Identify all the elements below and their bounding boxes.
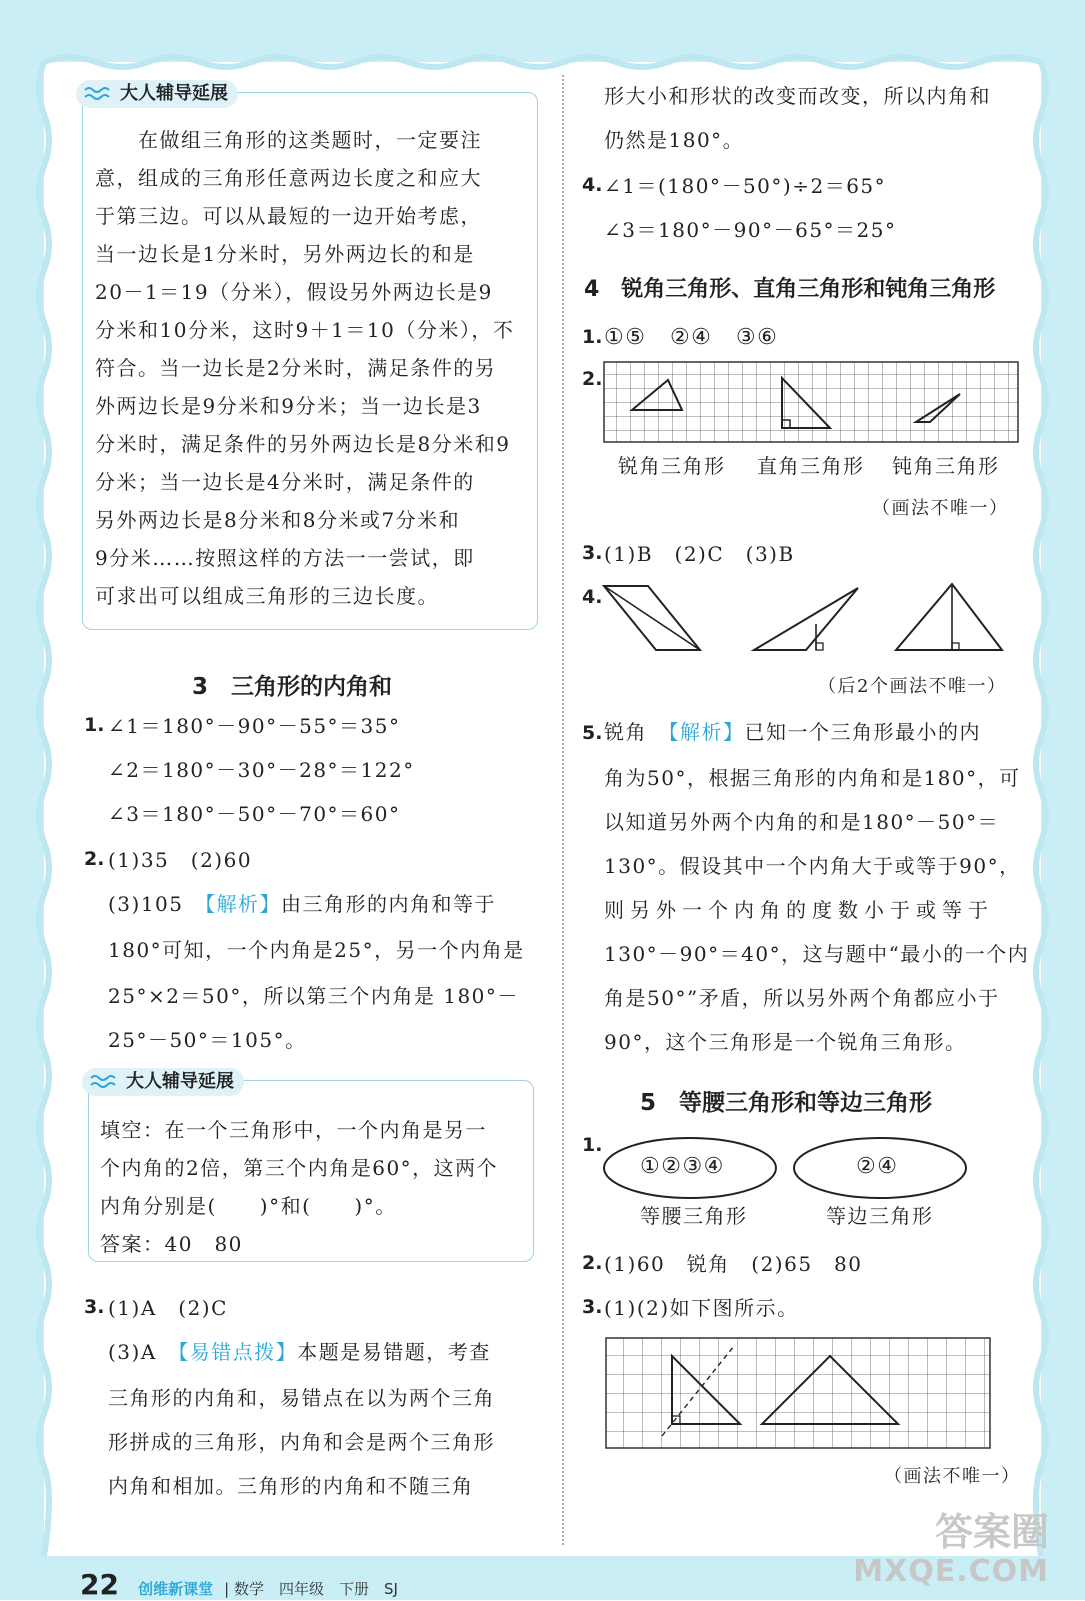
question-number: 3. <box>582 1296 603 1318</box>
answer-line: 角为50°，根据三角形的内角和是180°，可 <box>604 766 1021 790</box>
tutor-box-1-title: 大人辅导延展 <box>120 83 228 104</box>
watermark <box>853 1512 1049 1592</box>
question-number: 3. <box>582 542 603 564</box>
text-line: 外两边长是9分米和9分米；当一边长是3 <box>95 394 482 418</box>
text-line: 9分米……按照这样的方法一一尝试，即 <box>95 546 475 570</box>
answer-line: (1)(2)如下图所示。 <box>604 1296 799 1320</box>
question-number: 4. <box>582 586 603 608</box>
answer-line: (1)B (2)C (3)B <box>604 542 795 566</box>
figure-note: （后2个画法不唯一） <box>818 676 1007 697</box>
answer-line: 130°－90°＝40°，这与题中“最小的一个内 <box>604 942 1030 966</box>
figure-label: 等腰三角形 <box>640 1204 748 1228</box>
page-number: 22 <box>80 1568 119 1601</box>
tutor-box-1-heading <box>76 80 238 108</box>
isosceles-grid-figure <box>604 1336 994 1452</box>
text-line: 填空：在一个三角形中，一个内角是另一 <box>100 1118 487 1142</box>
answer-line: ∠2＝180°－30°－28°＝122° <box>108 758 415 782</box>
oval-content: ①②③④ <box>640 1154 725 1179</box>
question-number: 1. <box>582 1134 603 1156</box>
question-number: 4. <box>582 174 603 196</box>
analysis-tag: 【解析】 <box>205 892 282 916</box>
oval-content: ②④ <box>856 1154 899 1179</box>
question-number: 2. <box>84 848 105 870</box>
wave-icon <box>90 1074 118 1090</box>
triangle-grid-figure <box>602 360 1022 446</box>
figure-note: （画法不唯一） <box>884 1466 1021 1487</box>
figure-label: 锐角三角形 <box>618 454 726 478</box>
watermark-title: 答案圈 <box>934 1510 1049 1554</box>
text-line: 另外两边长是8分米和8分米或7分米和 <box>95 508 461 532</box>
answer-line: 三角形的内角和，易错点在以为两个三角 <box>108 1386 495 1410</box>
text-line: 可求出可以组成三角形的三边长度。 <box>95 584 439 608</box>
answer-line: 130°。假设其中一个内角大于或等于90°， <box>604 854 1021 878</box>
answer-line: 25°×2＝50°，所以第三个内角是 180°－ <box>108 984 519 1008</box>
answer-line: 以知道另外两个内角的和是180°－50°＝ <box>604 810 1000 834</box>
tutor-box-2-heading <box>82 1068 244 1096</box>
text-line: 20－1＝19（分米），假设另外两边长是9 <box>95 280 493 304</box>
figure-label: 钝角三角形 <box>892 454 1000 478</box>
section-4-title: 4 锐角三角形、直角三角形和钝角三角形 <box>584 277 996 302</box>
answer-line: 仍然是180°。 <box>604 128 745 152</box>
answer-line: 则另外一个内角的度数小于或等于 <box>604 898 994 922</box>
text-line: 分米时，满足条件的另外两边长是8分米和9 <box>95 432 511 456</box>
question-number: 2. <box>582 1252 603 1274</box>
text-line: 意，组成的三角形任意两边长度之和应大 <box>95 166 482 190</box>
answer-line: 形大小和形状的改变而改变，所以内角和 <box>604 84 991 108</box>
question-number: 3. <box>84 1296 105 1318</box>
section-5-title: 5 等腰三角形和等边三角形 <box>640 1090 933 1116</box>
answer-line: (1)35 (2)60 <box>108 848 253 872</box>
question-number: 5. <box>582 722 603 744</box>
answer-line: (3)105 【解析】由三角形的内角和等于 <box>108 892 497 916</box>
brand-name: 创维新课堂 <box>138 1580 214 1598</box>
tutor-box-2-title: 大人辅导延展 <box>126 1071 234 1092</box>
answer-line: ∠1＝180°－90°－55°＝35° <box>108 714 401 738</box>
text-line: 当一边长是1分米时，另外两边长的和是 <box>95 242 475 266</box>
answer-line: (3)A 【易错点拨】本题是易错题，考查 <box>108 1340 491 1364</box>
watermark-url: MXQE.COM <box>853 1554 1049 1589</box>
text-line: 在做组三角形的这类题时，一定要注 <box>95 128 482 152</box>
answer-line: 90°，这个三角形是一个锐角三角形。 <box>604 1030 967 1054</box>
figure-label: 等边三角形 <box>826 1204 934 1228</box>
answer-line: ①⑤ ②④ ③⑥ <box>604 325 779 350</box>
answer-line: 锐角 【解析】已知一个三角形最小的内 <box>604 720 981 744</box>
answer-line: ∠3＝180°－90°－65°＝25° <box>604 218 897 242</box>
figure-label: 直角三角形 <box>757 454 865 478</box>
height-drawing-figure <box>596 580 1026 662</box>
wave-icon <box>84 86 112 102</box>
question-number: 1. <box>582 326 603 348</box>
figure-note: （画法不唯一） <box>872 498 1009 519</box>
question-number: 1. <box>84 714 105 736</box>
section-3-title: 3 三角形的内角和 <box>192 674 393 700</box>
answer-line: (1)60 锐角 (2)65 80 <box>604 1252 863 1276</box>
answer-line: ∠1＝(180°－50°)÷2＝65° <box>604 174 887 198</box>
text-line: 分米；当一边长是4分米时，满足条件的 <box>95 470 475 494</box>
text-line: 分米和10分米，这时9＋1＝10（分米），不 <box>95 318 515 342</box>
answer-line: 180°可知，一个内角是25°，另一个内角是 <box>108 938 525 962</box>
answer-line: 内角和相加。三角形的内角和不随三角 <box>108 1474 474 1498</box>
book-info: | 数学 四年级 下册 SJ <box>224 1580 398 1598</box>
answer-line: 形拼成的三角形，内角和会是两个三角形 <box>108 1430 495 1454</box>
text-line: 符合。当一边长是2分米时，满足条件的另 <box>95 356 497 380</box>
page-footer <box>80 1568 398 1601</box>
column-divider <box>562 75 564 1545</box>
answer-text: 答案：40 80 <box>100 1232 243 1256</box>
answer-line: ∠3＝180°－50°－70°＝60° <box>108 802 401 826</box>
question-number: 2. <box>582 368 603 390</box>
text-line: 于第三边。可以从最短的一边开始考虑， <box>95 204 482 228</box>
answer-line: 角是50°”矛盾，所以另外两个角都应小于 <box>604 986 1000 1010</box>
answer-line: (1)A (2)C <box>108 1296 228 1320</box>
answer-line: 25°－50°＝105°。 <box>108 1028 307 1052</box>
text-line: 个内角的2倍，第三个内角是60°，这两个 <box>100 1156 499 1180</box>
error-tip-tag: 【易错点拨】 <box>178 1340 298 1364</box>
text-line: 内角分别是( )°和( )°。 <box>100 1194 397 1218</box>
analysis-tag: 【解析】 <box>668 720 745 744</box>
